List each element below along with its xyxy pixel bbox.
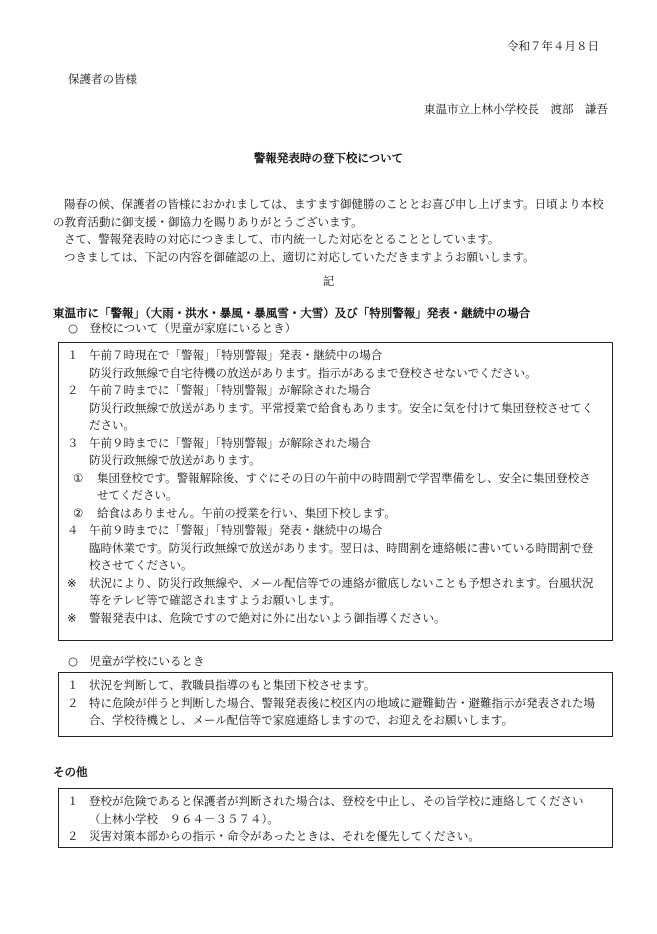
item-body: 臨時休業です。防災行政無線で放送があります。翌日は、時間割を連絡帳に書いている時間割で登校させてください。 [89, 540, 594, 572]
document-title: 警報発表時の登下校について [253, 151, 404, 165]
note-item [67, 575, 602, 610]
list-item [67, 677, 602, 695]
item-title: 午前７時現在で「警報」「特別警報」発表・継続中の場合 [89, 348, 383, 362]
item-number: １ [67, 678, 79, 692]
item-number: １ [67, 794, 79, 808]
subitem-body: 給食はありません。午前の授業を行い、集団下校します。 [97, 505, 396, 520]
ki-mark: 記 [322, 274, 335, 288]
list-subitem [67, 505, 602, 523]
note-body: 警報発表中は、危険ですので絶対に外に出ないよう御指導ください。 [89, 610, 446, 625]
subheading-at-home: ○ 登校について（児童が家庭にいるとき） [68, 321, 297, 335]
note-item [67, 610, 602, 628]
item-body: 災害対策本部からの指示・命令があったときは、それを優先してください。 [89, 829, 480, 843]
item-body: 防災行政無線で放送があります。平常授業で給食もあります。安全に気を付けて集団登校させてください。 [89, 400, 594, 432]
list-item [67, 522, 602, 540]
subitem-body: 集団登校です。警報解除後、すぐにその日の午前中の時間割で学習準備をし、安全に集団登校させてください。 [97, 470, 591, 502]
list-item [67, 828, 602, 846]
item-body: 登校が危険であると保護者が判断された場合は、登校を中止し、その旨学校に連絡してください（上林小学校 ９６４－３５７４）。 [89, 794, 584, 826]
item-title: 午前９時までに「警報」「特別警報」発表・継続中の場合 [89, 523, 383, 537]
sender: 東温市立上林小学校長 渡部 謙吾 [424, 102, 608, 116]
addressee: 保護者の皆様 [68, 72, 137, 86]
list-item [67, 695, 602, 730]
item-title: 午前７時までに「警報」「特別警報」が解除された場合 [89, 383, 371, 397]
list-subitem [67, 470, 602, 505]
item-number: １ [67, 348, 79, 362]
intro-paragraph: つきましては、下記の内容を御確認の上、適切に対応していただきますようお願いします。 [64, 249, 535, 264]
item-number: ３ [67, 435, 79, 450]
list-item [67, 382, 602, 400]
item-body: 状況を判断して、教職員指導のもと集団下校させます。 [89, 678, 376, 692]
item-number: ２ [67, 829, 79, 843]
section-heading-warning: 東温市に「警報」（大雨・洪水・暴風・暴風雪・大雪）及び「特別警報」発表・継続中の場合 [53, 306, 531, 320]
note-body: 状況により、防災行政無線や、メール配信等での連絡が徹底しないことも予想されます。台風状況等をテレビ等で確認されますようお願いします。 [89, 575, 594, 607]
intro-paragraph: さて、警報発表時の対応につきまして、市内統一した対応をとることとしています。 [64, 232, 500, 246]
document-date: 令和７年４月８日 [507, 39, 599, 53]
at-school-box [58, 672, 613, 737]
other-box [58, 788, 613, 848]
subitem-number: ② [73, 505, 84, 520]
item-body: 特に危険が伴うと判断した場合、警報発表後に校区内の地域に避難勧告・避難指示が発表された場合、学校待機とし、メール配信等で家庭連絡しますので、お迎えをお願いします。 [89, 695, 595, 727]
item-body: 防災行政無線で放送があります。 [89, 453, 261, 467]
list-item [67, 347, 602, 365]
section-heading-other: その他 [53, 765, 88, 779]
note-mark: ※ [67, 575, 77, 590]
list-item [67, 435, 602, 453]
item-number: ２ [67, 383, 79, 397]
intro-paragraphs [53, 196, 613, 266]
list-item [67, 793, 602, 828]
item-number: ２ [67, 695, 79, 710]
intro-paragraph: 陽春の候、保護者の皆様におかれましては、ますます御健勝のこととお喜び申し上げます。日頃より本校の教育活動に御支援・御協力を賜りありがとうございます。 [53, 197, 604, 229]
item-title: 午前９時までに「警報」「特別警報」が解除された場合 [89, 435, 371, 450]
note-mark: ※ [67, 610, 77, 625]
subitem-number: ① [73, 470, 84, 485]
item-number: ４ [67, 523, 79, 537]
subheading-at-school: ○ 児童が学校にいるとき [68, 654, 205, 668]
at-home-box [58, 342, 613, 641]
item-body: 防災行政無線で自宅待機の放送があります。指示があるまで登校させないでください。 [89, 365, 537, 380]
